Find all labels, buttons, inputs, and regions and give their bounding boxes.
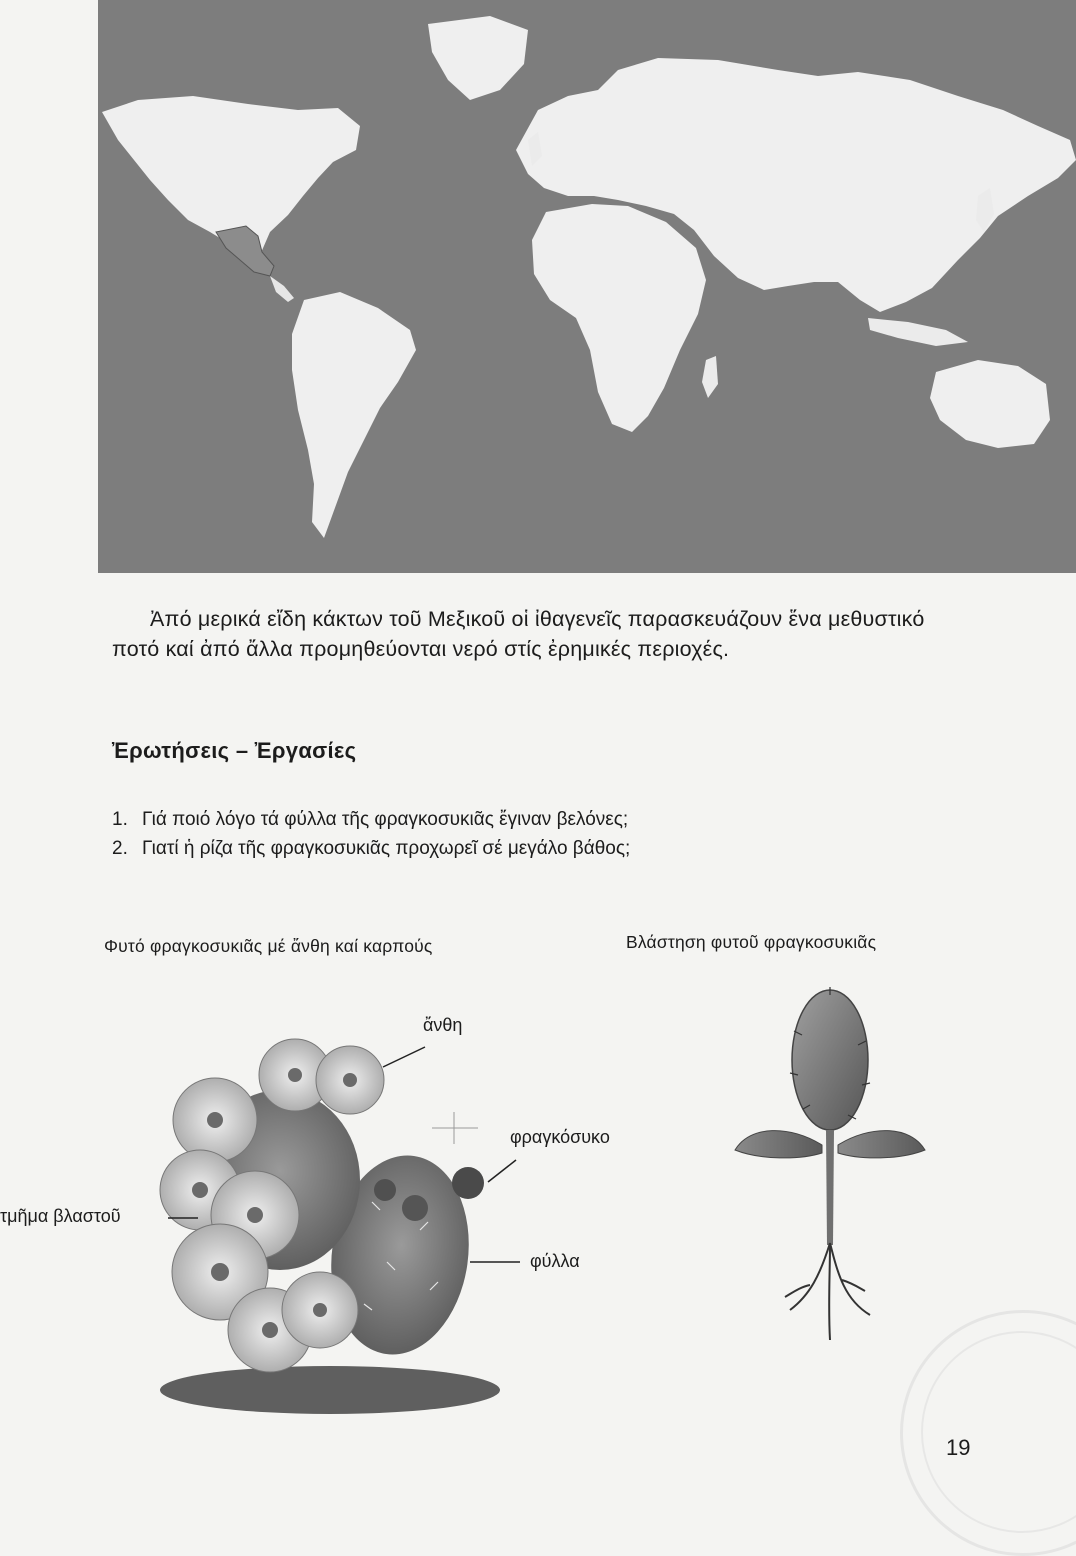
cactus-sprout-caption: Βλάστηση φυτοῦ φραγκοσυκιᾶς: [626, 932, 877, 952]
page-number: 19: [946, 1435, 971, 1460]
paragraph-text: Ἀπό μερικά εἴδη κάκτων τοῦ Μεξικοῦ οἱ ἰθαγενεῖς παρασκευάζουν ἕνα μεθυστικό ποτό καί ἀπό ἄλλα προμηθεύονται νερό στίς ἐρημικές περιοχές.: [112, 607, 925, 661]
world-map: [98, 0, 1076, 573]
cactus-plant-caption: Φυτό φραγκοσυκιᾶς μέ ἄνθη καί καρπούς: [104, 936, 433, 956]
label-stem-part: τμῆμα βλαστοῦ: [0, 1206, 121, 1226]
question-text: Γιά ποιό λόγο τά φύλλα τῆς φραγκοσυκιᾶς ἔγιναν βελόνες;: [142, 809, 629, 830]
cactus-sprout-illustration: [730, 975, 930, 1375]
question-item: [112, 805, 972, 834]
label-fruit: φραγκόσυκο: [510, 1127, 610, 1147]
label-leaves: φύλλα: [530, 1251, 580, 1271]
question-text: Γιατί ἡ ρίζα τῆς φραγκοσυκιᾶς προχωρεῖ σέ μεγάλο βάθος;: [142, 838, 631, 859]
question-number: 2.: [112, 838, 128, 859]
question-number: 1.: [112, 809, 128, 830]
label-flowers: ἄνθη: [423, 1015, 463, 1035]
world-map-graphic: [98, 0, 1076, 573]
prickly-pear-plant-illustration: [0, 1010, 520, 1470]
question-item: [112, 834, 972, 863]
intro-paragraph: [112, 604, 972, 664]
questions-list: [112, 805, 972, 863]
questions-heading: Ἐρωτήσεις – Ἐργασίες: [112, 738, 357, 763]
